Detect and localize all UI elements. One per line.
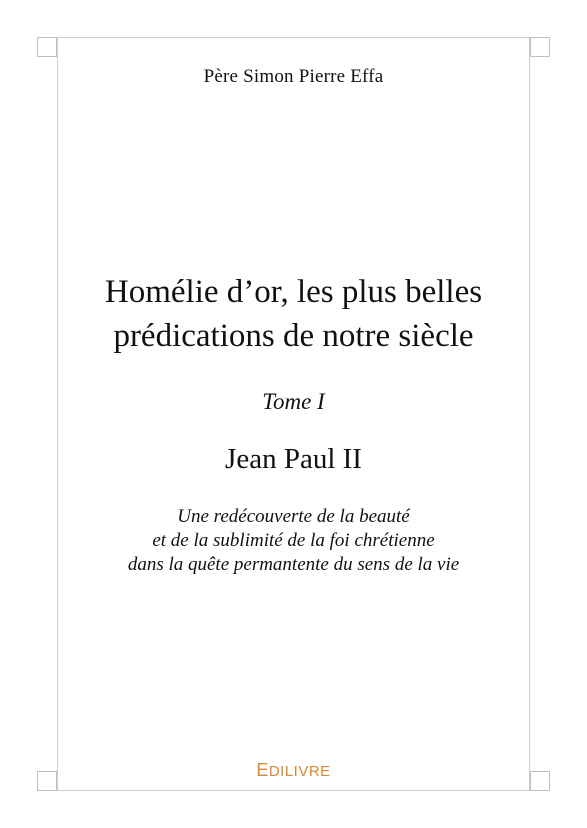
- book-title-line-1: Homélie d’or, les plus belles: [104, 274, 483, 310]
- book-title-line-2: prédications de notre siècle: [113, 318, 474, 354]
- subject-name: Jean Paul II: [225, 443, 362, 475]
- corner-ornament-top-right: [530, 37, 550, 57]
- publisher-logo: [0, 760, 587, 781]
- book-subtitle: [40, 505, 547, 577]
- author-name: Père Simon Pierre Effa: [203, 66, 384, 87]
- subtitle-line-2: et de la sublimité de la foi chrétienne: [152, 530, 435, 551]
- publisher-logo-rest: DILIVRE: [268, 763, 331, 780]
- corner-ornament-top-left: [37, 37, 57, 57]
- subtitle-line-1: Une redécouverte de la beauté: [177, 506, 410, 527]
- publisher-logo-initial: E: [256, 760, 269, 780]
- subtitle-line-3: dans la quête permantente du sens de la vie: [127, 554, 460, 575]
- volume-label: Tome I: [262, 389, 325, 414]
- book-title: [40, 270, 547, 358]
